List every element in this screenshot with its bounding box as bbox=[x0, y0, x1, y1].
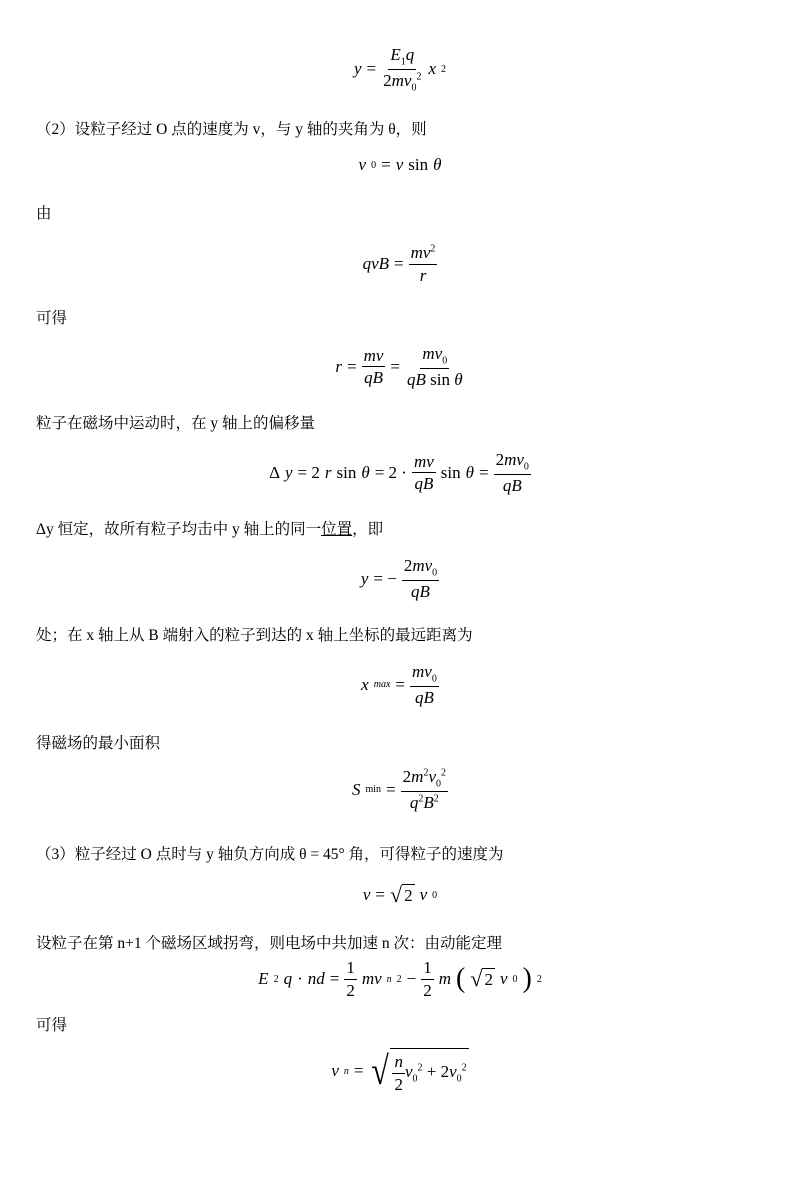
text-part2: （2）设粒子经过 O 点的速度为 v，与 y 轴的夹角为 θ，则 bbox=[36, 121, 427, 138]
equation-energy: E 2 q · nd = $\frac{1}{2}$ mv n 2 − $\frac{1}{2}$ m ( √ 2 v 0 ) 2 bbox=[258, 958, 542, 1000]
text-pianyi: 粒子在磁场中运动时，在 y 轴上的偏移量 bbox=[36, 415, 316, 432]
equation-xmax: x max = $\frac{mv_0}{qB}$ bbox=[361, 662, 437, 707]
text-hengding: Δy 恒定，故所有粒子均击中 y 轴上的同一位置，即 bbox=[36, 521, 384, 538]
equation-vn: v n = √ $\frac{n}{2}$ $v_0^2 + 2v_0^2$ bbox=[331, 1048, 467, 1094]
equation-velocity: v = √ 2 v 0 bbox=[362, 882, 438, 907]
text-chu: 处；在 x 轴上从 B 端射入的粒子到达的 x 轴上坐标的最远距离为 bbox=[36, 627, 473, 644]
equation-smin: S min = $\frac{2m^2v_0^2}{q^2B^2}$ bbox=[352, 767, 446, 812]
text-guaiwan: 设粒子在第 n+1 个磁场区域拐弯，则电场中共加速 n 次：由动能定理 bbox=[36, 935, 502, 952]
equation-v0: v 0 = v sin θ bbox=[358, 155, 442, 174]
equation-radius: r = $\frac{mv}{qB}$ = $\frac{mv_0}{\text{qB sin θ}}$ bbox=[335, 344, 463, 389]
text-kede1: 可得 bbox=[36, 310, 68, 327]
text-mianji: 得磁场的最小面积 bbox=[36, 735, 161, 752]
equation-lorentz: qvB = $\frac{mv^2}{r}$ bbox=[362, 243, 436, 285]
equation-delta-y: Δ y = 2 r sin θ = 2 · $\frac{mv}{qB}$ sin θ = $\frac{2mv_0}{qB}$ bbox=[269, 450, 529, 495]
equation-trajectory: y = $\frac{E_1q}{2mv_0^2}$ x 2 bbox=[353, 45, 446, 94]
text-kede2: 可得 bbox=[36, 1017, 68, 1034]
text-part3: （3）粒子经过 O 点时与 y 轴负方向成 θ = 45° 角，可得粒子的速度为 bbox=[36, 846, 504, 863]
text-you: 由 bbox=[36, 205, 52, 222]
equation-y-position: y = − $\frac{2mv_0}{qB}$ bbox=[360, 556, 438, 601]
